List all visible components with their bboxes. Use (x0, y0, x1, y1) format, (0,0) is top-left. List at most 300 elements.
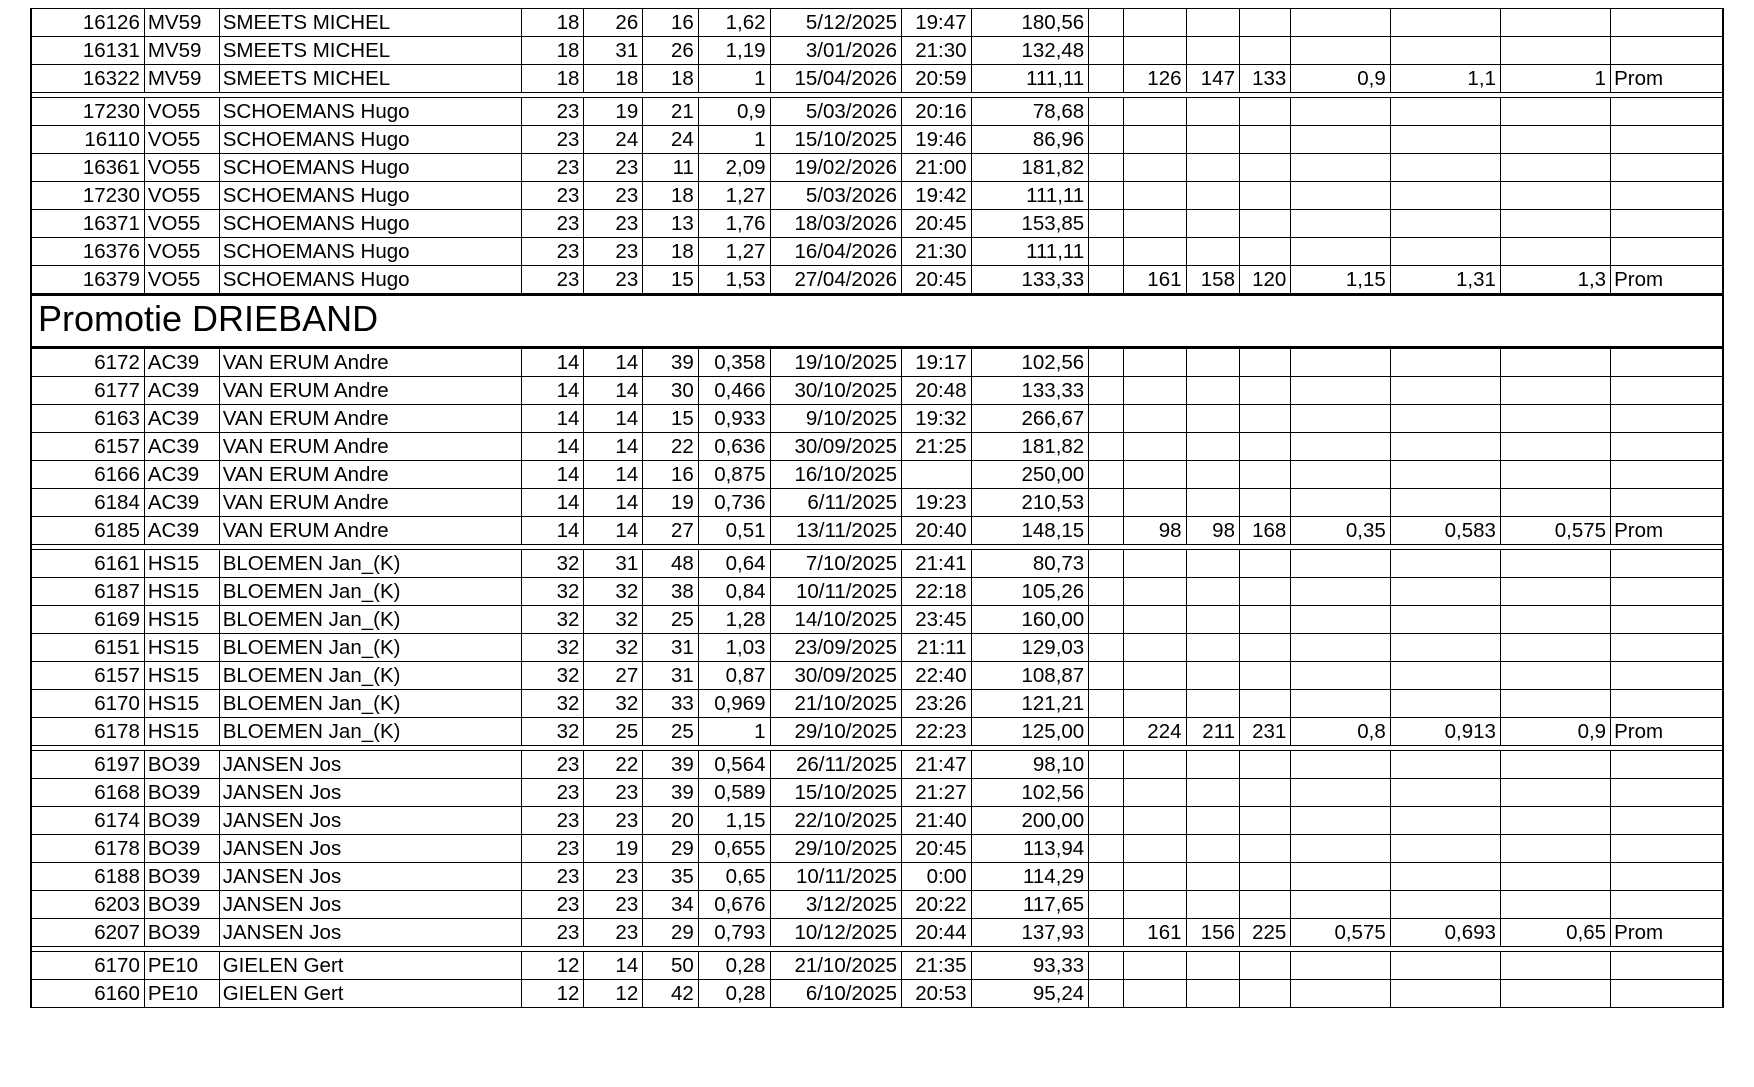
cell-total-innings (1186, 634, 1239, 662)
table-row (31, 891, 1723, 919)
cell-avg-a: 0,575 (1291, 919, 1390, 947)
cell-target: 23 (522, 98, 584, 126)
cell-avg-c (1500, 835, 1610, 863)
cell-player-code: AC39 (144, 433, 219, 461)
cell-avg-b (1390, 349, 1500, 377)
cell-avg-c (1500, 461, 1610, 489)
cell-average: 1,62 (698, 9, 770, 37)
cell-avg-c (1500, 238, 1610, 266)
cell-player-code: BO39 (144, 835, 219, 863)
cell-total-innings: 147 (1186, 65, 1239, 93)
cell-status: Prom (1611, 517, 1723, 545)
cell-status (1611, 690, 1723, 718)
cell-player-name: JANSEN Jos (219, 751, 522, 779)
cell-target: 23 (522, 182, 584, 210)
cell-turns: 22 (643, 433, 699, 461)
cell-avg-b (1390, 980, 1500, 1008)
cell-innings: 14 (584, 489, 643, 517)
cell-total-turns (1239, 952, 1290, 980)
player-results-group (30, 8, 1724, 93)
cell-total-target (1124, 405, 1186, 433)
cell-avg-b: 0,583 (1390, 517, 1500, 545)
cell-average: 0,564 (698, 751, 770, 779)
cell-spacer (1089, 919, 1124, 947)
cell-game-id: 6177 (31, 377, 144, 405)
cell-status (1611, 210, 1723, 238)
cell-total-innings (1186, 891, 1239, 919)
table-row (31, 578, 1723, 606)
cell-player-name: BLOEMEN Jan_(K) (219, 690, 522, 718)
cell-time: 21:30 (902, 37, 972, 65)
cell-total-turns (1239, 433, 1290, 461)
cell-total-target (1124, 461, 1186, 489)
cell-avg-a (1291, 891, 1390, 919)
cell-average: 1,19 (698, 37, 770, 65)
cell-average: 1,53 (698, 266, 770, 294)
cell-status (1611, 154, 1723, 182)
cell-avg-b (1390, 578, 1500, 606)
cell-game-id: 6168 (31, 779, 144, 807)
cell-total-turns (1239, 550, 1290, 578)
cell-total-turns (1239, 662, 1290, 690)
cell-total-innings (1186, 238, 1239, 266)
cell-avg-c (1500, 126, 1610, 154)
cell-average: 0,87 (698, 662, 770, 690)
cell-status (1611, 349, 1723, 377)
cell-spacer (1089, 126, 1124, 154)
cell-innings: 32 (584, 606, 643, 634)
cell-spacer (1089, 690, 1124, 718)
cell-game-id: 16361 (31, 154, 144, 182)
cell-avg-a: 0,8 (1291, 718, 1390, 746)
cell-total-turns (1239, 98, 1290, 126)
cell-time (902, 461, 972, 489)
cell-avg-a: 0,35 (1291, 517, 1390, 545)
cell-total-turns (1239, 461, 1290, 489)
cell-player-name: SCHOEMANS Hugo (219, 182, 522, 210)
cell-player-code: HS15 (144, 550, 219, 578)
cell-total-innings (1186, 550, 1239, 578)
cell-innings: 26 (584, 9, 643, 37)
cell-total-turns (1239, 182, 1290, 210)
cell-player-code: VO55 (144, 238, 219, 266)
cell-time: 20:44 (902, 919, 972, 947)
cell-status (1611, 433, 1723, 461)
cell-total-innings (1186, 489, 1239, 517)
cell-player-name: JANSEN Jos (219, 779, 522, 807)
cell-average: 0,9 (698, 98, 770, 126)
cell-percentage: 160,00 (971, 606, 1089, 634)
cell-status (1611, 182, 1723, 210)
cell-date: 14/10/2025 (770, 606, 902, 634)
cell-time: 21:25 (902, 433, 972, 461)
cell-spacer (1089, 779, 1124, 807)
cell-target: 14 (522, 377, 584, 405)
cell-total-target: 126 (1124, 65, 1186, 93)
cell-time: 22:40 (902, 662, 972, 690)
cell-date: 3/12/2025 (770, 891, 902, 919)
table-row (31, 952, 1723, 980)
cell-percentage: 111,11 (971, 238, 1089, 266)
cell-total-target (1124, 489, 1186, 517)
cell-status: Prom (1611, 266, 1723, 294)
cell-status (1611, 835, 1723, 863)
cell-total-target (1124, 550, 1186, 578)
cell-total-target: 161 (1124, 919, 1186, 947)
cell-player-name: SMEETS MICHEL (219, 37, 522, 65)
cell-target: 12 (522, 980, 584, 1008)
cell-innings: 31 (584, 37, 643, 65)
cell-total-target (1124, 779, 1186, 807)
cell-date: 15/10/2025 (770, 126, 902, 154)
cell-game-id: 6187 (31, 578, 144, 606)
cell-total-target (1124, 154, 1186, 182)
cell-avg-b (1390, 182, 1500, 210)
player-results-group (30, 348, 1724, 545)
cell-percentage: 102,56 (971, 349, 1089, 377)
cell-total-innings (1186, 980, 1239, 1008)
table-row (31, 182, 1723, 210)
table-row (31, 919, 1723, 947)
cell-percentage: 133,33 (971, 266, 1089, 294)
cell-time: 21:11 (902, 634, 972, 662)
cell-total-turns: 225 (1239, 919, 1290, 947)
cell-time: 19:46 (902, 126, 972, 154)
cell-player-name: SCHOEMANS Hugo (219, 98, 522, 126)
cell-time: 20:45 (902, 266, 972, 294)
cell-spacer (1089, 210, 1124, 238)
cell-player-name: BLOEMEN Jan_(K) (219, 550, 522, 578)
cell-total-innings (1186, 690, 1239, 718)
cell-percentage: 250,00 (971, 461, 1089, 489)
cell-status (1611, 126, 1723, 154)
table-row (31, 65, 1723, 93)
cell-total-turns (1239, 489, 1290, 517)
cell-avg-b (1390, 863, 1500, 891)
cell-spacer (1089, 489, 1124, 517)
cell-time: 19:47 (902, 9, 972, 37)
cell-avg-a (1291, 779, 1390, 807)
cell-date: 30/09/2025 (770, 662, 902, 690)
cell-average: 0,84 (698, 578, 770, 606)
cell-total-target (1124, 891, 1186, 919)
cell-date: 16/04/2026 (770, 238, 902, 266)
cell-avg-a (1291, 690, 1390, 718)
cell-date: 19/02/2026 (770, 154, 902, 182)
cell-target: 14 (522, 349, 584, 377)
cell-avg-c (1500, 98, 1610, 126)
cell-total-innings (1186, 9, 1239, 37)
cell-total-target: 98 (1124, 517, 1186, 545)
cell-avg-c: 0,9 (1500, 718, 1610, 746)
cell-target: 23 (522, 751, 584, 779)
cell-player-name: SMEETS MICHEL (219, 9, 522, 37)
cell-total-turns (1239, 751, 1290, 779)
cell-player-code: HS15 (144, 718, 219, 746)
cell-player-name: GIELEN Gert (219, 952, 522, 980)
cell-turns: 38 (643, 578, 699, 606)
cell-target: 14 (522, 517, 584, 545)
cell-player-code: AC39 (144, 461, 219, 489)
cell-game-id: 6178 (31, 718, 144, 746)
cell-time: 20:48 (902, 377, 972, 405)
cell-avg-a (1291, 37, 1390, 65)
cell-player-code: VO55 (144, 126, 219, 154)
cell-game-id: 6185 (31, 517, 144, 545)
cell-innings: 14 (584, 461, 643, 489)
cell-date: 30/09/2025 (770, 433, 902, 461)
cell-player-name: SCHOEMANS Hugo (219, 210, 522, 238)
player-results-group (30, 750, 1724, 947)
cell-player-name: SCHOEMANS Hugo (219, 266, 522, 294)
cell-time: 0:00 (902, 863, 972, 891)
cell-total-innings (1186, 210, 1239, 238)
cell-avg-a: 0,9 (1291, 65, 1390, 93)
cell-turns: 26 (643, 37, 699, 65)
cell-player-code: HS15 (144, 634, 219, 662)
cell-target: 23 (522, 210, 584, 238)
cell-status (1611, 606, 1723, 634)
table-row (31, 210, 1723, 238)
cell-target: 23 (522, 154, 584, 182)
cell-turns: 25 (643, 606, 699, 634)
cell-target: 32 (522, 550, 584, 578)
cell-total-target (1124, 578, 1186, 606)
cell-avg-b (1390, 9, 1500, 37)
cell-avg-a (1291, 980, 1390, 1008)
cell-status (1611, 578, 1723, 606)
cell-total-target (1124, 126, 1186, 154)
cell-total-innings (1186, 606, 1239, 634)
cell-player-name: JANSEN Jos (219, 919, 522, 947)
cell-date: 21/10/2025 (770, 952, 902, 980)
cell-avg-a: 1,15 (1291, 266, 1390, 294)
cell-turns: 20 (643, 807, 699, 835)
cell-innings: 32 (584, 690, 643, 718)
cell-spacer (1089, 634, 1124, 662)
cell-avg-c (1500, 606, 1610, 634)
cell-percentage: 181,82 (971, 433, 1089, 461)
cell-avg-c (1500, 779, 1610, 807)
cell-status (1611, 751, 1723, 779)
cell-player-code: VO55 (144, 98, 219, 126)
cell-percentage: 181,82 (971, 154, 1089, 182)
cell-innings: 23 (584, 210, 643, 238)
cell-avg-c (1500, 751, 1610, 779)
cell-avg-b (1390, 634, 1500, 662)
cell-status (1611, 891, 1723, 919)
cell-status (1611, 634, 1723, 662)
cell-total-target (1124, 98, 1186, 126)
cell-time: 22:18 (902, 578, 972, 606)
cell-avg-c (1500, 662, 1610, 690)
cell-total-target (1124, 377, 1186, 405)
cell-player-name: JANSEN Jos (219, 807, 522, 835)
cell-average: 1 (698, 126, 770, 154)
cell-average: 1,76 (698, 210, 770, 238)
cell-avg-c (1500, 9, 1610, 37)
cell-avg-c: 1 (1500, 65, 1610, 93)
cell-total-turns (1239, 37, 1290, 65)
cell-innings: 14 (584, 433, 643, 461)
cell-total-innings (1186, 578, 1239, 606)
cell-total-turns (1239, 807, 1290, 835)
table-row (31, 266, 1723, 294)
cell-turns: 25 (643, 718, 699, 746)
cell-percentage: 121,21 (971, 690, 1089, 718)
cell-average: 1,27 (698, 182, 770, 210)
cell-total-innings (1186, 126, 1239, 154)
cell-turns: 19 (643, 489, 699, 517)
table-row (31, 718, 1723, 746)
cell-innings: 24 (584, 126, 643, 154)
cell-time: 21:41 (902, 550, 972, 578)
cell-target: 14 (522, 461, 584, 489)
cell-player-name: GIELEN Gert (219, 980, 522, 1008)
cell-spacer (1089, 550, 1124, 578)
cell-turns: 39 (643, 779, 699, 807)
cell-total-turns (1239, 238, 1290, 266)
cell-date: 9/10/2025 (770, 405, 902, 433)
cell-player-code: AC39 (144, 405, 219, 433)
cell-avg-c (1500, 952, 1610, 980)
cell-innings: 14 (584, 349, 643, 377)
cell-avg-a (1291, 807, 1390, 835)
cell-turns: 31 (643, 634, 699, 662)
cell-game-id: 6157 (31, 433, 144, 461)
cell-target: 18 (522, 65, 584, 93)
cell-time: 21:00 (902, 154, 972, 182)
cell-percentage: 86,96 (971, 126, 1089, 154)
cell-avg-c: 1,3 (1500, 266, 1610, 294)
cell-game-id: 6161 (31, 550, 144, 578)
cell-game-id: 6203 (31, 891, 144, 919)
cell-spacer (1089, 980, 1124, 1008)
cell-date: 23/09/2025 (770, 634, 902, 662)
cell-total-turns: 133 (1239, 65, 1290, 93)
cell-percentage: 153,85 (971, 210, 1089, 238)
table-row (31, 517, 1723, 545)
cell-target: 32 (522, 606, 584, 634)
cell-player-name: VAN ERUM Andre (219, 433, 522, 461)
cell-total-target (1124, 9, 1186, 37)
cell-date: 18/03/2026 (770, 210, 902, 238)
cell-total-innings (1186, 662, 1239, 690)
table-row (31, 980, 1723, 1008)
cell-percentage: 117,65 (971, 891, 1089, 919)
cell-avg-b (1390, 461, 1500, 489)
cell-avg-c (1500, 550, 1610, 578)
cell-avg-a (1291, 863, 1390, 891)
cell-player-code: PE10 (144, 952, 219, 980)
cell-date: 5/12/2025 (770, 9, 902, 37)
cell-game-id: 17230 (31, 98, 144, 126)
cell-date: 29/10/2025 (770, 835, 902, 863)
cell-spacer (1089, 718, 1124, 746)
cell-time: 20:16 (902, 98, 972, 126)
cell-total-turns (1239, 377, 1290, 405)
cell-avg-a (1291, 349, 1390, 377)
cell-player-code: BO39 (144, 751, 219, 779)
cell-time: 20:45 (902, 210, 972, 238)
cell-total-target (1124, 980, 1186, 1008)
cell-innings: 25 (584, 718, 643, 746)
cell-total-target: 224 (1124, 718, 1186, 746)
cell-total-innings: 156 (1186, 919, 1239, 947)
cell-percentage: 114,29 (971, 863, 1089, 891)
cell-percentage: 266,67 (971, 405, 1089, 433)
cell-average: 0,28 (698, 952, 770, 980)
cell-status (1611, 952, 1723, 980)
cell-time: 21:47 (902, 751, 972, 779)
cell-time: 20:40 (902, 517, 972, 545)
cell-game-id: 6188 (31, 863, 144, 891)
cell-date: 13/11/2025 (770, 517, 902, 545)
cell-game-id: 6178 (31, 835, 144, 863)
cell-average: 0,358 (698, 349, 770, 377)
cell-avg-b (1390, 891, 1500, 919)
cell-avg-a (1291, 210, 1390, 238)
cell-status (1611, 980, 1723, 1008)
cell-innings: 23 (584, 182, 643, 210)
cell-total-turns (1239, 349, 1290, 377)
cell-avg-a (1291, 126, 1390, 154)
cell-avg-c (1500, 37, 1610, 65)
cell-date: 10/11/2025 (770, 863, 902, 891)
cell-turns: 33 (643, 690, 699, 718)
cell-total-turns (1239, 154, 1290, 182)
cell-avg-a (1291, 606, 1390, 634)
cell-time: 21:30 (902, 238, 972, 266)
cell-player-name: VAN ERUM Andre (219, 349, 522, 377)
cell-turns: 21 (643, 98, 699, 126)
cell-turns: 13 (643, 210, 699, 238)
cell-status (1611, 807, 1723, 835)
table-row (31, 126, 1723, 154)
cell-average: 0,28 (698, 980, 770, 1008)
cell-total-turns (1239, 634, 1290, 662)
cell-total-innings (1186, 377, 1239, 405)
cell-spacer (1089, 751, 1124, 779)
table-row (31, 349, 1723, 377)
cell-time: 22:23 (902, 718, 972, 746)
cell-game-id: 6174 (31, 807, 144, 835)
cell-target: 23 (522, 779, 584, 807)
cell-status (1611, 550, 1723, 578)
results-sheet (30, 8, 1724, 1008)
table-row (31, 662, 1723, 690)
cell-turns: 50 (643, 952, 699, 980)
cell-avg-c (1500, 807, 1610, 835)
cell-spacer (1089, 405, 1124, 433)
cell-avg-c (1500, 891, 1610, 919)
cell-spacer (1089, 349, 1124, 377)
cell-avg-c (1500, 489, 1610, 517)
cell-player-name: BLOEMEN Jan_(K) (219, 606, 522, 634)
cell-average: 1,15 (698, 807, 770, 835)
cell-total-turns (1239, 606, 1290, 634)
cell-turns: 34 (643, 891, 699, 919)
cell-spacer (1089, 807, 1124, 835)
cell-player-code: AC39 (144, 517, 219, 545)
cell-player-code: BO39 (144, 919, 219, 947)
cell-total-turns (1239, 863, 1290, 891)
cell-total-turns (1239, 891, 1290, 919)
cell-avg-c (1500, 433, 1610, 461)
cell-spacer (1089, 266, 1124, 294)
player-results-group (30, 97, 1724, 294)
cell-total-innings (1186, 807, 1239, 835)
